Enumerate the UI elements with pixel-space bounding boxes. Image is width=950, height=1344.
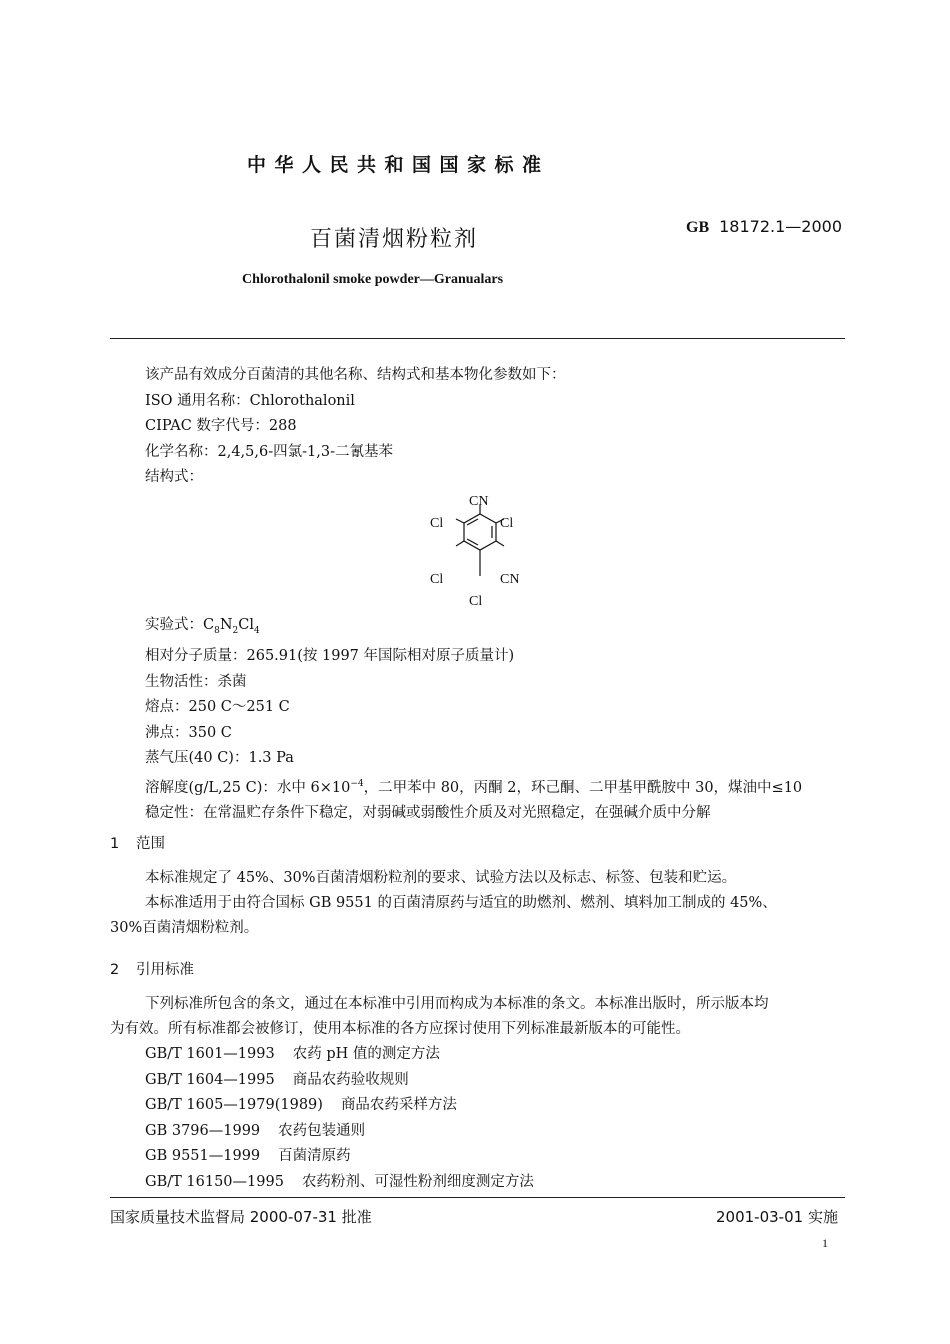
reference-item: [145, 1144, 534, 1170]
standard-code-number: 18172.1—2000: [719, 217, 843, 236]
iso-name: ISO 通用名称：Chlorothalonil: [145, 392, 355, 409]
substituent-lower-left: Cl: [430, 572, 444, 587]
solubility-part-b: ，二甲苯中 80，丙酮 2，环己酮、二甲基甲酰胺中 30，煤油中≤10: [363, 779, 803, 796]
section-1-title: 范围: [136, 836, 165, 852]
reference-item: [145, 1119, 534, 1145]
section-2-title: 引用标准: [136, 962, 194, 978]
reference-item: [145, 1068, 534, 1094]
vapor-pressure: 蒸气压(40 C)：1.3 Pa: [145, 750, 294, 767]
reference-title: 百菌清原药: [278, 1148, 351, 1164]
chemical-name: 化学名称：2,4,5,6-四氯-1,3-二氰基苯: [145, 443, 393, 460]
approval-date: 国家质量技术监督局 2000-07-31 批准: [110, 1208, 372, 1226]
reference-title: 商品农药采样方法: [340, 1097, 457, 1113]
reference-code: GB 3796—1999: [145, 1122, 261, 1139]
standard-title-cn: 百菌清烟粉粒剂: [310, 227, 479, 252]
reference-title: 农药包装通则: [278, 1122, 366, 1139]
reference-list: [145, 1042, 534, 1195]
boiling-point: 沸点：350 C: [145, 724, 232, 741]
section-1-heading: [110, 832, 165, 853]
reference-code: GB/T 1604—1995: [145, 1071, 275, 1088]
intro-lead: 该产品有效成分百菌清的其他名称、结构式和基本物化参数如下：: [145, 367, 566, 383]
header-divider: [110, 338, 845, 339]
standard-title-en: Chlorothalonil smoke powder—Granualars: [242, 272, 504, 287]
intro-block: [145, 363, 566, 491]
solubility: [145, 772, 802, 801]
stability: 稳定性：在常温贮存条件下稳定，对弱碱或弱酸性介质及对光照稳定，在强碱介质中分解: [145, 805, 711, 822]
section-2-heading: [110, 958, 194, 979]
solubility-exponent: −4: [350, 778, 364, 789]
national-standard-heading: 中华人民共和国国家标准: [247, 154, 550, 176]
reference-item: [145, 1170, 534, 1196]
reference-code: GB 9551—1999: [145, 1148, 261, 1164]
standard-code-prefix: GB: [686, 219, 710, 236]
formula-cl: Cl: [238, 617, 254, 633]
benzene-ring-diagram: [420, 488, 540, 614]
section-1-para-2-line-1: 本标准适用于由符合国标 GB 9551 的百菌清原药与适宜的助燃剂、燃剂、填料加工制成的 45%、: [145, 895, 777, 911]
reference-code: GB/T 1605—1979(1989): [145, 1097, 323, 1113]
molecular-mass: 相对分子质量：265.91(按 1997 年国际相对原子质量计): [145, 648, 515, 665]
benzene-ring: [464, 514, 496, 550]
section-2-number: 2: [110, 962, 120, 978]
page-number: 1: [822, 1236, 828, 1250]
substituent-upper-left: Cl: [430, 516, 444, 531]
melting-point: 熔点：250 C～251 C: [145, 699, 290, 716]
properties-block: [145, 613, 802, 827]
section-1-number: 1: [110, 836, 120, 852]
empirical-formula: [145, 613, 802, 644]
section-2-para-line-2: 为有效。所有标准都会被修订，使用本标准的各方应探讨使用下列标准最新版本的可能性。: [110, 1021, 690, 1037]
cipac-code: CIPAC 数字代号：288: [145, 418, 297, 434]
footer-divider: [110, 1197, 845, 1198]
section-1-para-2-line-2: 30%百菌清烟粉粒剂。: [110, 920, 259, 936]
substituent-upper-right: Cl: [500, 516, 514, 531]
formula-cl-count: 4: [254, 625, 260, 636]
formula-label: 实验式：: [145, 617, 203, 633]
standard-code: [686, 217, 842, 237]
section-1-para-1: 本标准规定了 45%、30%百菌清烟粉粒剂的要求、试验方法以及标志、标签、包装和贮运。: [145, 870, 737, 886]
reference-item: [145, 1042, 534, 1068]
section-2-para-line-1: 下列标准所包含的条文，通过在本标准中引用而构成为本标准的条文。本标准出版时，所示版本均: [145, 996, 769, 1012]
formula-c-count: 8: [214, 625, 220, 636]
reference-code: GB/T 16150—1995: [145, 1173, 284, 1190]
chemical-structure: [420, 488, 540, 614]
reference-title: 农药粉剂、可湿性粉剂细度测定方法: [301, 1173, 534, 1190]
substituent-bottom: Cl: [469, 594, 483, 609]
structure-label: 结构式：: [145, 469, 203, 485]
formula-n-count: 2: [232, 625, 239, 636]
substituent-lower-right: CN: [500, 572, 520, 587]
formula-n: N: [219, 617, 233, 633]
reference-code: GB/T 1601—1993: [145, 1046, 275, 1062]
bioactivity: 生物活性：杀菌: [145, 673, 247, 690]
reference-title: 商品农药验收规则: [292, 1071, 409, 1088]
effective-date: 2001-03-01 实施: [716, 1208, 838, 1226]
substituent-top: CN: [469, 494, 489, 509]
reference-title: 农药 pH 值的测定方法: [292, 1046, 440, 1062]
solubility-part-a: 溶解度(g/L,25 C)：水中 6×10: [145, 779, 351, 796]
formula-c: C: [203, 617, 215, 633]
reference-item: [145, 1093, 534, 1119]
